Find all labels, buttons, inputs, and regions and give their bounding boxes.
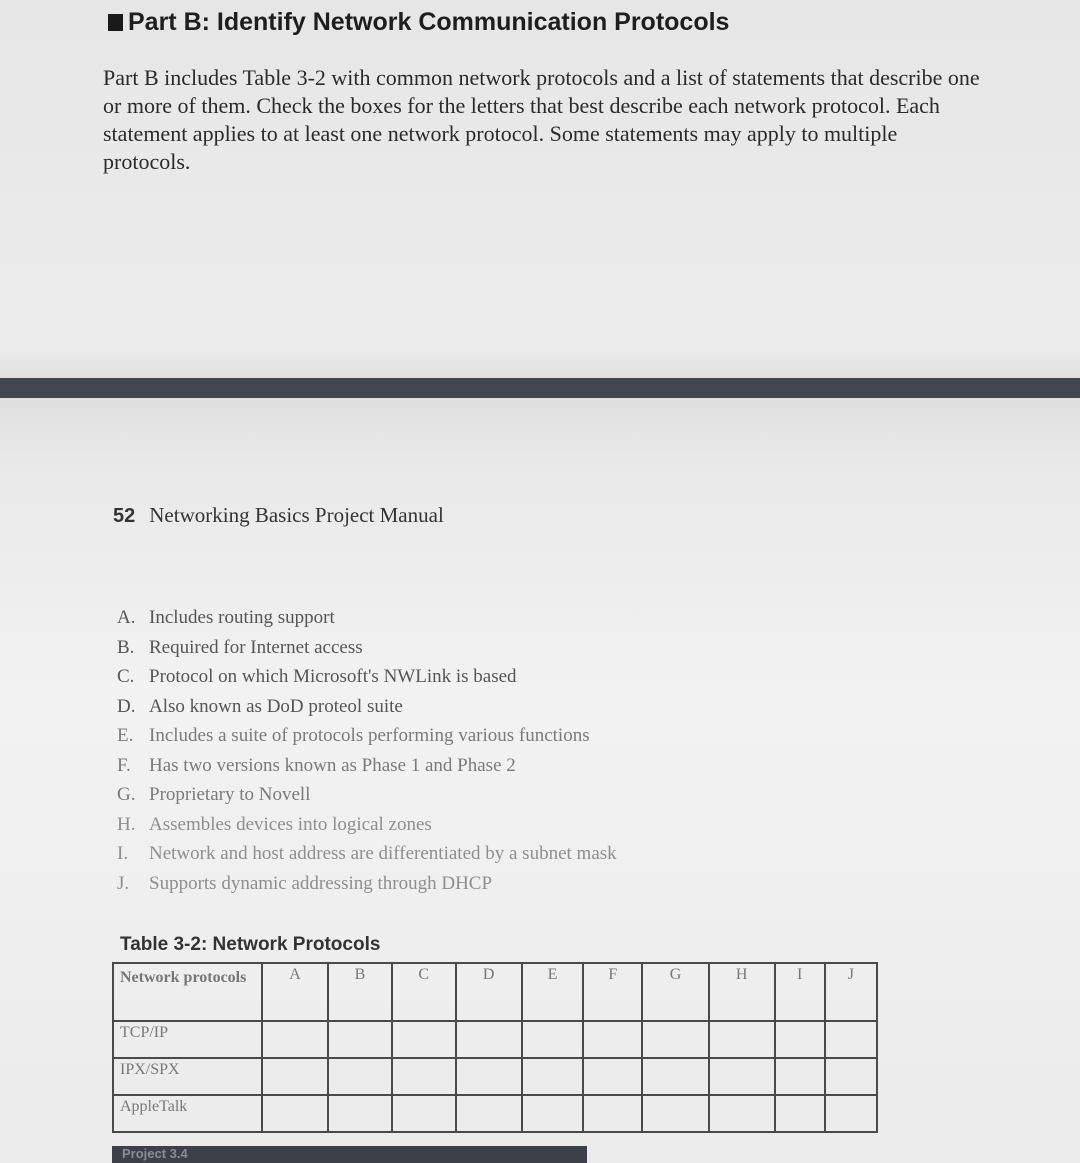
statement-item <box>117 873 617 903</box>
check-cell[interactable] <box>775 1095 825 1132</box>
check-cell[interactable] <box>262 1095 328 1132</box>
next-section-label: Project 3.4 <box>122 1146 188 1161</box>
check-cell[interactable] <box>583 1021 642 1058</box>
header-letter: F <box>583 963 642 1021</box>
intro-paragraph: Part B includes Table 3-2 with common network protocols and a list of statements that describe one or more of them. Check the boxes for the letters that best describe each network protocol. Each statement applies to at least one network protocol. Some statements may apply to multiple protocols. <box>103 65 980 174</box>
check-cell[interactable] <box>392 1058 456 1095</box>
check-cell[interactable] <box>709 1058 775 1095</box>
statement-item <box>117 814 617 844</box>
check-cell[interactable] <box>642 1021 708 1058</box>
statement-item <box>117 784 617 814</box>
check-cell[interactable] <box>456 1095 522 1132</box>
square-bullet-icon <box>108 14 123 31</box>
check-cell[interactable] <box>522 1058 583 1095</box>
next-section-bar <box>112 1146 587 1163</box>
statement-item <box>117 637 617 667</box>
check-cell[interactable] <box>328 1021 392 1058</box>
check-cell[interactable] <box>456 1021 522 1058</box>
row-protocol-name: AppleTalk <box>113 1095 262 1132</box>
statement-item <box>117 607 617 637</box>
header-letter: A <box>262 963 328 1021</box>
statement-letter: H. <box>117 813 136 835</box>
check-cell[interactable] <box>522 1095 583 1132</box>
part-heading-text: Part B: Identify Network Communication Protocols <box>128 8 730 36</box>
check-cell[interactable] <box>262 1021 328 1058</box>
statement-text: Has two versions known as Phase 1 and Phase 2 <box>149 754 516 776</box>
check-cell[interactable] <box>392 1095 456 1132</box>
check-cell[interactable] <box>825 1021 877 1058</box>
check-cell[interactable] <box>825 1095 877 1132</box>
header-letter: I <box>775 963 825 1021</box>
check-cell[interactable] <box>709 1095 775 1132</box>
statement-text: Assembles devices into logical zones <box>149 813 432 835</box>
check-cell[interactable] <box>642 1095 708 1132</box>
check-cell[interactable] <box>392 1021 456 1058</box>
statement-text: Includes a suite of protocols performing various functions <box>149 725 590 746</box>
statement-letter: J. <box>117 872 130 894</box>
protocols-table <box>112 962 878 1133</box>
header-letter: E <box>522 963 583 1021</box>
check-cell[interactable] <box>456 1058 522 1095</box>
statement-letter: D. <box>117 695 136 717</box>
statement-letter: G. <box>117 784 136 805</box>
statement-text: Includes routing support <box>149 607 335 628</box>
statement-letter: C. <box>117 666 135 687</box>
check-cell[interactable] <box>825 1058 877 1095</box>
statement-text: Protocol on which Microsoft's NWLink is based <box>149 666 517 687</box>
header-letter: J <box>825 963 877 1021</box>
statement-text: Network and host address are differentiated by a subnet mask <box>149 843 617 864</box>
check-cell[interactable] <box>328 1058 392 1095</box>
check-cell[interactable] <box>583 1095 642 1132</box>
header-network-protocols: Network protocols <box>113 963 262 1021</box>
statement-list <box>117 607 617 902</box>
check-cell[interactable] <box>583 1058 642 1095</box>
check-cell[interactable] <box>642 1058 708 1095</box>
book-title: Networking Basics Project Manual <box>149 503 444 527</box>
table-row <box>113 1095 877 1132</box>
check-cell[interactable] <box>262 1058 328 1095</box>
row-protocol-name: TCP/IP <box>113 1021 262 1058</box>
header-letter: G <box>642 963 708 1021</box>
statement-item <box>117 666 617 696</box>
header-letter: H <box>709 963 775 1021</box>
statement-item <box>117 843 617 873</box>
table-header-row <box>113 963 877 1021</box>
check-cell[interactable] <box>328 1095 392 1132</box>
statement-letter: B. <box>117 636 135 658</box>
statement-letter: F. <box>117 754 131 776</box>
page-footer <box>113 503 444 528</box>
table-caption: Table 3-2: Network Protocols <box>120 934 381 955</box>
check-cell[interactable] <box>709 1021 775 1058</box>
statement-text: Proprietary to Novell <box>149 784 311 805</box>
statement-item <box>117 755 617 785</box>
statement-letter: I. <box>117 843 129 864</box>
statement-letter: A. <box>117 607 136 628</box>
check-cell[interactable] <box>775 1021 825 1058</box>
header-letter: D <box>456 963 522 1021</box>
table-row <box>113 1058 877 1095</box>
statement-letter: E. <box>117 725 134 746</box>
header-letter: C <box>392 963 456 1021</box>
check-cell[interactable] <box>775 1058 825 1095</box>
statement-text: Supports dynamic addressing through DHCP <box>149 872 493 894</box>
header-letter: B <box>328 963 392 1021</box>
statement-item <box>117 696 617 726</box>
statement-text: Also known as DoD proteol suite <box>149 695 403 717</box>
statement-text: Required for Internet access <box>149 636 363 658</box>
table-row <box>113 1021 877 1058</box>
row-protocol-name: IPX/SPX <box>113 1058 262 1095</box>
statement-item <box>117 725 617 755</box>
check-cell[interactable] <box>522 1021 583 1058</box>
page-number: 52 <box>113 505 136 527</box>
part-heading <box>108 8 729 37</box>
page-divider <box>0 378 1080 398</box>
